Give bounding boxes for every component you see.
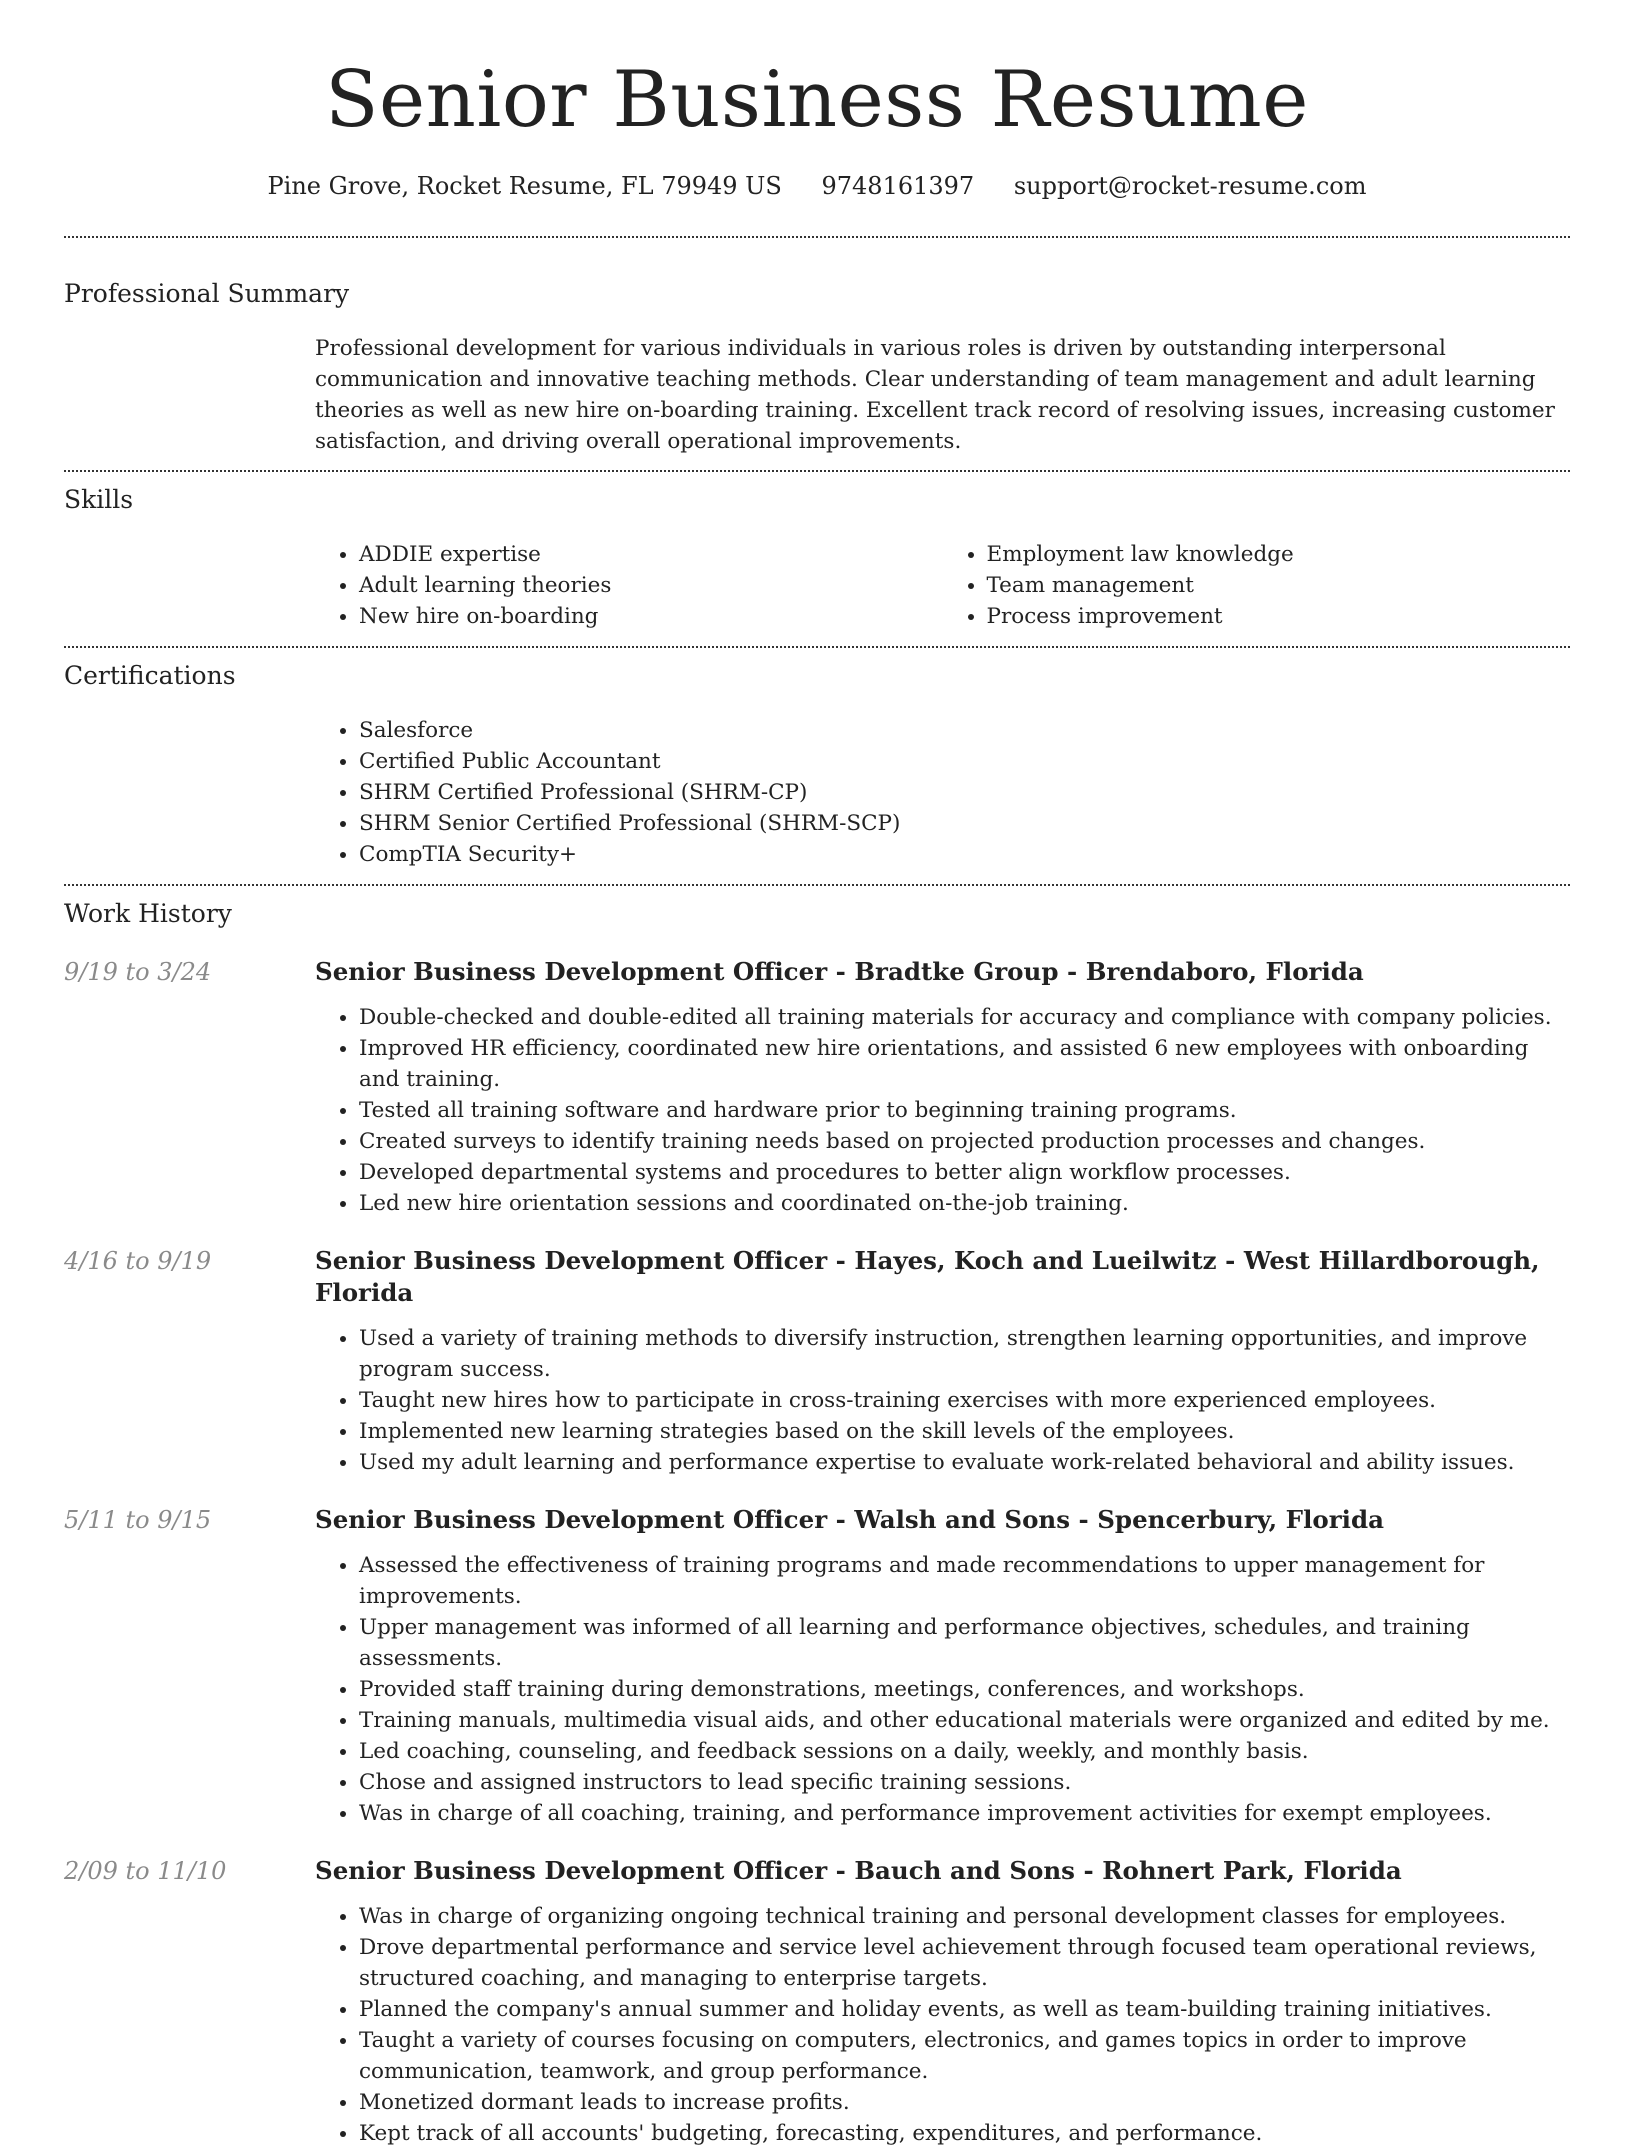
resume-name: Senior Business Resume	[325, 55, 1309, 145]
skill-item: • Employment law knowledge	[987, 539, 1571, 570]
job-body	[315, 956, 1570, 1219]
skills-list-right	[943, 539, 1571, 632]
job-bullet: • Assessed the effectiveness of training programs and made recommendations to upper management for improvements.	[359, 1550, 1570, 1612]
job-bullet: • Was in charge of organizing ongoing technical training and personal development classes for employees.	[359, 1901, 1570, 1932]
job-title: Senior Business Development Officer - Walsh and Sons - Spencerbury, Florida	[315, 1505, 1384, 1534]
job-bullet: • Training manuals, multimedia visual aids, and other educational materials were organized and edited by me.	[359, 1705, 1570, 1736]
job-dates: 9/19 to 3/24	[64, 958, 212, 986]
skill-item: • New hire on-boarding	[359, 601, 943, 632]
job-bullet: • Implemented new learning strategies based on the skill levels of the employees.	[359, 1416, 1570, 1447]
job-bullets	[315, 1550, 1570, 1829]
skills-content	[315, 539, 1570, 632]
summary-content	[315, 333, 1570, 457]
job-bullet: • Planned the company's annual summer and holiday events, as well as team-building training initiatives.	[359, 1994, 1570, 2025]
resume-page	[64, 0, 1570, 2149]
summary-text: Professional development for various individuals in various roles is driven by outstanding interpersonal communication and innovative teaching methods. Clear understanding of team management and adult learning theories as well as new hire on-boarding training. Excellent track record of resolving issues, increasing customer satisfaction, and driving overall operational improvements.	[315, 336, 1555, 454]
job-bullet: • Developed departmental systems and procedures to better align workflow processes.	[359, 1157, 1570, 1188]
skill-item: • Process improvement	[987, 601, 1571, 632]
job-dates: 2/09 to 11/10	[64, 1857, 227, 1885]
summary-section	[64, 278, 1570, 457]
job-bullet: • Improved HR efficiency, coordinated new hire orientations, and assisted 6 new employees with onboarding and training.	[359, 1033, 1570, 1095]
job-bullet: • Tested all training software and hardware prior to beginning training programs.	[359, 1095, 1570, 1126]
job-bullet: • Led coaching, counseling, and feedback sessions on a daily, weekly, and monthly basis.	[359, 1736, 1570, 1767]
job-dates: 5/11 to 9/15	[64, 1506, 212, 1534]
work-history-title: Work History	[64, 899, 232, 928]
skills-title: Skills	[64, 485, 134, 514]
certification-item: • Salesforce	[359, 715, 1570, 746]
summary-title: Professional Summary	[64, 279, 350, 308]
job-bullet: • Double-checked and double-edited all training materials for accuracy and compliance with company policies.	[359, 1002, 1570, 1033]
job-bullet: • Upper management was informed of all learning and performance objectives, schedules, and training assessments.	[359, 1612, 1570, 1674]
contact-phone: 9748161397	[821, 172, 975, 200]
certifications-content	[315, 715, 1570, 870]
skills-section	[64, 484, 1570, 632]
certification-item: • SHRM Certified Professional (SHRM-CP)	[359, 777, 1570, 808]
job-entry	[64, 1245, 1570, 1478]
contact-address: Pine Grove, Rocket Resume, FL 79949 US	[267, 172, 782, 200]
section-divider	[64, 884, 1570, 886]
skills-list-left	[315, 539, 943, 632]
job-bullet: • Taught a variety of courses focusing on computers, electronics, and games topics in order to improve communication, teamwork, and group performance.	[359, 2025, 1570, 2087]
section-divider	[64, 646, 1570, 648]
job-bullet: • Monetized dormant leads to increase profits.	[359, 2087, 1570, 2118]
certifications-list	[315, 715, 1570, 870]
skill-item: • Adult learning theories	[359, 570, 943, 601]
job-bullet: • Used my adult learning and performance expertise to evaluate work-related behavioral and ability issues.	[359, 1447, 1570, 1478]
job-title: Senior Business Development Officer - Bauch and Sons - Rohnert Park, Florida	[315, 1856, 1402, 1885]
job-bullets	[315, 1002, 1570, 1219]
job-dates: 4/16 to 9/19	[64, 1247, 212, 1275]
job-bullet: • Created surveys to identify training needs based on projected production processes and changes.	[359, 1126, 1570, 1157]
job-bullet: • Provided staff training during demonstrations, meetings, conferences, and workshops.	[359, 1674, 1570, 1705]
certifications-title: Certifications	[64, 661, 236, 690]
section-divider	[64, 236, 1570, 238]
section-divider	[64, 470, 1570, 472]
certification-item: • SHRM Senior Certified Professional (SHRM-SCP)	[359, 808, 1570, 839]
skill-item: • Team management	[987, 570, 1571, 601]
job-entry	[64, 1504, 1570, 1829]
job-entry	[64, 956, 1570, 1219]
job-bullet: • Was in charge of all coaching, training, and performance improvement activities for exempt employees.	[359, 1798, 1570, 1829]
job-bullets	[315, 1323, 1570, 1478]
certifications-section	[64, 660, 1570, 870]
job-bullet: • Chose and assigned instructors to lead specific training sessions.	[359, 1767, 1570, 1798]
job-title: Senior Business Development Officer - Bradtke Group - Brendaboro, Florida	[315, 957, 1364, 986]
certification-item: • CompTIA Security+	[359, 839, 1570, 870]
certification-item: • Certified Public Accountant	[359, 746, 1570, 777]
contact-line	[64, 170, 1570, 202]
job-bullet: • Kept track of all accounts' budgeting, forecasting, expenditures, and performance.	[359, 2118, 1570, 2149]
work-history-section	[64, 898, 1570, 2149]
job-bullet: • Taught new hires how to participate in cross-training exercises with more experienced employees.	[359, 1385, 1570, 1416]
job-title: Senior Business Development Officer - Hayes, Koch and Lueilwitz - West Hillardborough, Florida	[315, 1246, 1540, 1307]
skill-item: • ADDIE expertise	[359, 539, 943, 570]
job-body	[315, 1855, 1570, 2149]
contact-email: support@rocket-resume.com	[1013, 172, 1367, 200]
job-body	[315, 1245, 1570, 1478]
job-bullet: • Used a variety of training methods to diversify instruction, strengthen learning opportunities, and improve program success.	[359, 1323, 1570, 1385]
job-body	[315, 1504, 1570, 1829]
job-bullet: • Led new hire orientation sessions and coordinated on-the-job training.	[359, 1188, 1570, 1219]
job-entry	[64, 1855, 1570, 2149]
job-bullet: • Drove departmental performance and service level achievement through focused team operational reviews, structured coaching, and managing to enterprise targets.	[359, 1932, 1570, 1994]
